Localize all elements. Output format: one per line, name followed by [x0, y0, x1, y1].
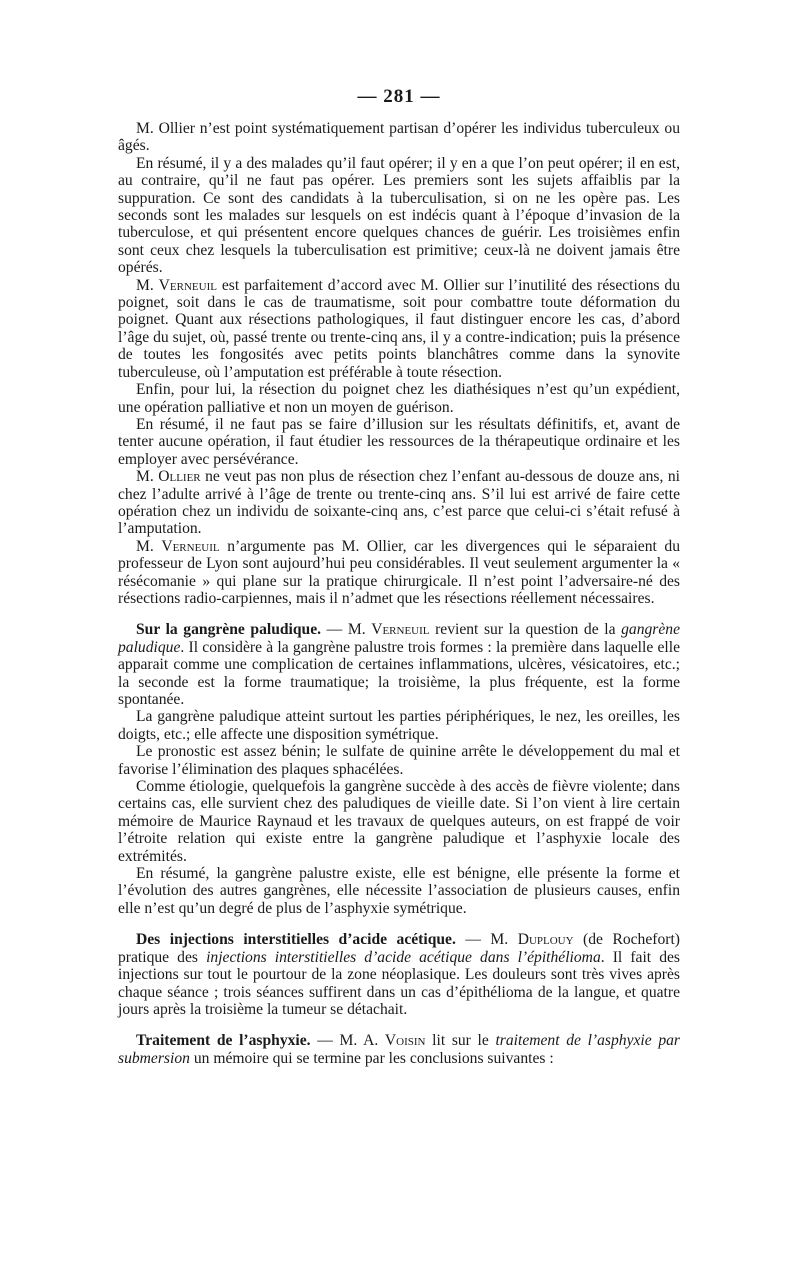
paragraph [118, 120, 680, 155]
paragraph [118, 743, 680, 778]
section-heading: Sur la gangrène paludique. [136, 621, 322, 639]
page-number: — 281 — [357, 86, 441, 107]
text-run: est parfaitement d’accord avec M. Ollier sur l’inutilité des résections du poignet, soit dans le cas de traumatisme, soit pour combattre toute déformation du poignet. Quant aux résections pathologiques, il faut distinguer encore les cas, d’abord l’âge du sujet, où, passé trente ou trente-cinq ans, il y a contre-indication; puis la présence de toutes les fongosités avec petits points blanchâtres comme dans la synovite tuberculeuse, où l’amputation est préférable à toute résection. [118, 276, 681, 381]
section-paragraph [118, 621, 680, 708]
text-run: revient sur la question de la [429, 621, 622, 639]
paragraph [118, 416, 680, 468]
paragraph [118, 468, 680, 538]
text-run: M. Ollier n’est point systématiquement partisan d’opérer les individus tuberculeux ou âgés. [118, 120, 680, 155]
text-run: En résumé, la gangrène palustre existe, elle est bénigne, elle présente la forme et l’évolution des autres gangrènes, elle nécessite l’association de plusieurs causes, enfin elle n’est qu’un degré de plus de l’asphyxie symétrique. [118, 865, 680, 917]
author-name: Verneuil [161, 537, 220, 555]
text-run: — M. A. [310, 1032, 385, 1050]
text-run: La gangrène paludique atteint surtout les parties périphériques, le nez, les oreilles, les doigts, etc.; elle affecte une disposition symétrique. [118, 708, 680, 743]
text-run: En résumé, il ne faut pas se faire d’illusion sur les résultats définitifs, et, avant de tenter aucune opération, il faut étudier les ressources de la thérapeutique ordinaire et les employer avec persévérance. [118, 415, 680, 468]
text-run: En résumé, il y a des malades qu’il faut opérer; il y en a que l’on peut opérer; il en est, au contraire, qu’il ne faut pas opérer. Les premiers sont les sujets affaiblis par la suppuration. Ce sont des candidats à la tuberculisation, si on ne les opère pas. Les seconds sont les malades sur lesquels on est indécis quant à l’époque d’invasion de la tuberculose, et qui présentent encore quelques chances de guérir. Les troisièmes enfin sont ceux chez lesquels la tuberculisation est primitive; ceux-là ne doivent jamais être opérés. [118, 154, 680, 277]
paragraph [118, 708, 680, 743]
paragraph [118, 538, 680, 608]
text-run: Comme étiologie, quelquefois la gangrène succède à des accès de fièvre violente; dans certains cas, elle survient chez des paludiques de vieille date. Si l’on vient à lire certain mémoire de Maurice Raynaud et les travaux de quelques auteurs, on est frappé de voir l’étroite relation qui existe entre la gangrène paludique et l’asphyxie locale des extrémités. [118, 778, 680, 865]
text-run: un mémoire qui se termine par les conclusions suivantes : [189, 1049, 554, 1067]
author-name: Voisin [384, 1032, 426, 1050]
text-run: M. [136, 537, 162, 555]
document-body [118, 120, 680, 1067]
author-name: Duplouy [517, 931, 574, 949]
text-run: — M. [321, 621, 372, 639]
text-run: . Il fait des injections sur tout le pourtour de la zone néoplasique. Les douleurs sont très vives après chaque séance ; trois séances suffirent dans un cas d’épithélioma de la langue, et quatre jours après la troisième la tumeur se détachait. [118, 948, 681, 1018]
text-run: lit sur le [425, 1032, 496, 1050]
text-run: . Il considère à la gangrène palustre trois formes : la première dans laquelle elle apparait comme une complication de certaines inflammations, ulcères, vésicatoires, etc.; la seconde est la forme traumatique; la troisième, la plus fréquente, est la forme spontanée. [118, 638, 680, 708]
italic-text: traitement de l’asphyxie par submersion [118, 1032, 680, 1067]
italic-text: injections interstitielles d’acide acétique dans l’épithélioma [206, 948, 601, 966]
text-run: M. [136, 468, 159, 486]
text-run: Le pronostic est assez bénin; le sulfate de quinine arrête le développement du mal et favorise l’élimination des plaques sphacélées. [118, 743, 680, 778]
text-run: ne veut pas non plus de résection chez l’enfant au-dessous de douze ans, ni chez l’adulte arrivé à l’âge de trente ou trente-cinq ans. S’il lui est arrivé de faire cette opération chez un individu de soixante-cinq ans, c’est parce que celui-ci s’était refusé à l’amputation. [118, 468, 680, 538]
author-name: Verneuil [371, 621, 430, 639]
section-paragraph [118, 1032, 680, 1067]
section-heading: Des injections interstitielles d’acide acétique. [136, 931, 456, 949]
text-run: — M. [455, 931, 518, 949]
section-heading: Traitement de l’asphyxie. [136, 1032, 311, 1050]
paragraph [118, 381, 680, 416]
text-run: Enfin, pour lui, la résection du poignet chez les diathésiques n’est qu’un expédient, une opération palliative et non un moyen de guérison. [118, 381, 680, 416]
paragraph [118, 155, 680, 277]
paragraph [118, 778, 680, 865]
author-name: Ollier [158, 468, 201, 486]
text-run: M. [136, 276, 159, 294]
paragraph [118, 277, 680, 381]
text-run: n’argumente pas M. Ollier, car les divergences qui le séparaient du professeur de Lyon sont aujourd’hui peu considérables. Il veut seulement argumenter la « résécomanie » qui plane sur la pratique chirurgicale. Il n’est point l’adversaire-né des résections radio-carpiennes, mais il n’admet que les résections réellement nécessaires. [118, 537, 680, 607]
italic-text: gangrène paludique [118, 621, 680, 656]
paragraph [118, 865, 680, 917]
text-run: (de Rochefort) pratique des [118, 931, 680, 966]
section-paragraph [118, 931, 680, 1018]
author-name: Verneuil [158, 276, 217, 294]
